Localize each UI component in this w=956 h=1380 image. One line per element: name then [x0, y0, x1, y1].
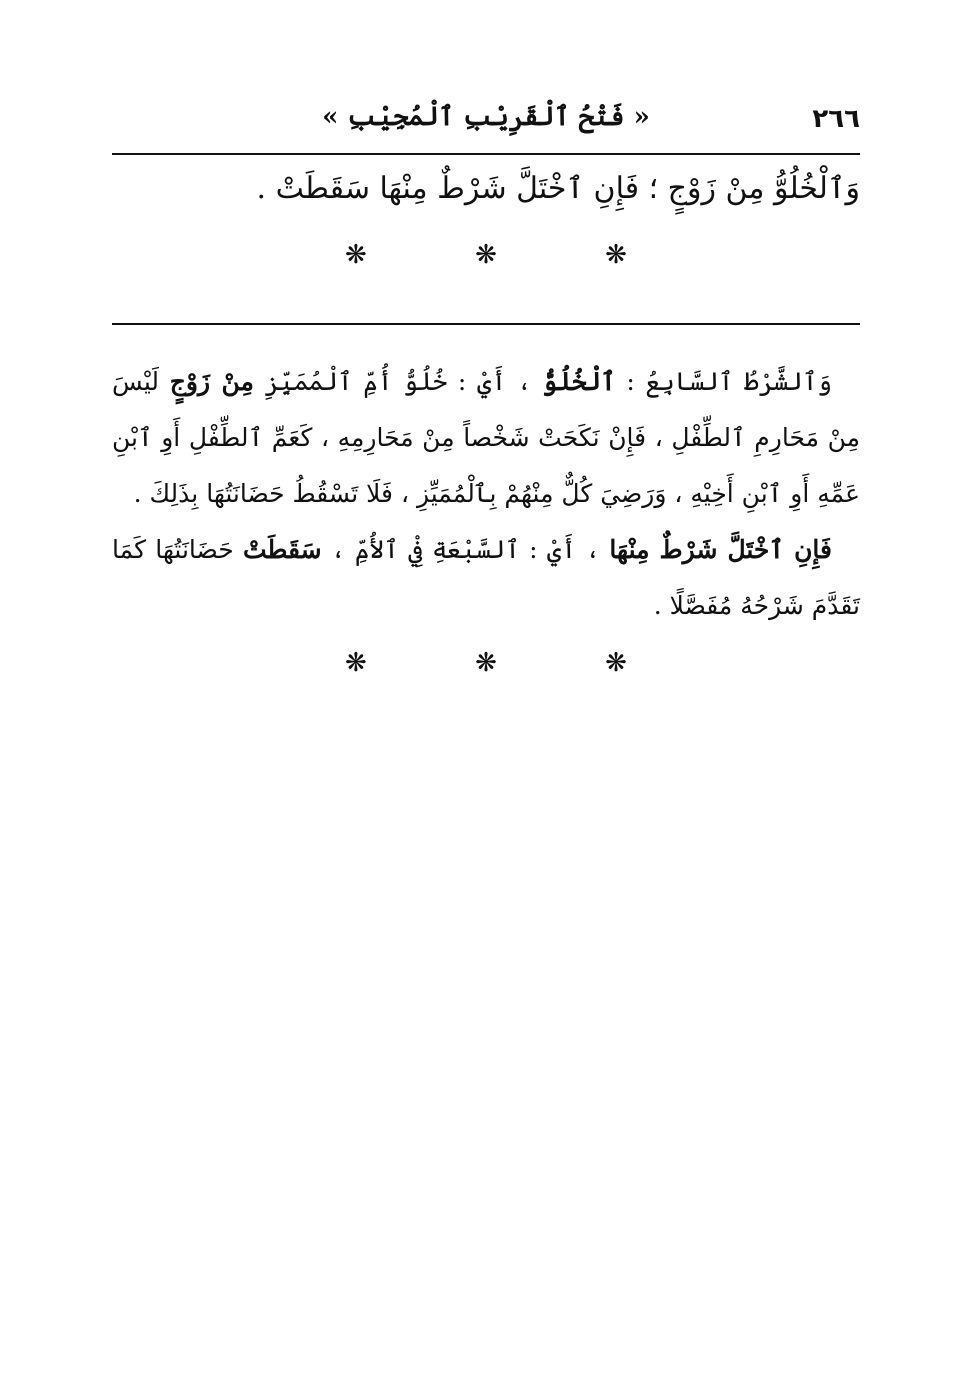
star-ornament: ❋ — [345, 648, 367, 678]
matn-text: وَٱلْخُلُوُّ مِنْ زَوْجٍ ؛ فَإِنِ ٱخْتَلَّ شَرْطٌ مِنْهَا سَقَطَتْ . — [256, 171, 860, 206]
star-ornament: ❋ — [475, 648, 497, 678]
book-title: « فَتْحُ ٱلْقَرِيْبِ ٱلْمُجِيْبِ » — [322, 102, 650, 132]
section-separator-bottom — [112, 648, 860, 678]
star-ornament: ❋ — [345, 240, 367, 270]
star-ornament: ❋ — [605, 240, 627, 270]
matn-quote: سَقَطَتْ — [242, 535, 322, 564]
sharh-text: ، أَيْ : ٱلسَّبْعَةِ فِيْ ٱلأُمِّ ، — [321, 535, 610, 564]
matn-quote: ٱلْخُلُوُّ — [542, 367, 616, 396]
sharh-text: حَضَانَتُهَا كَمَا تَقَدَّمَ شَرْحُهُ مُفَصَّلًا . — [112, 535, 860, 620]
star-ornament: ❋ — [605, 648, 627, 678]
header-rule — [112, 153, 860, 155]
sharh-text: ، أَيْ : خُلُوُّ أُمِّ ٱلْمُمَيِّزِ — [253, 367, 543, 396]
page-number: ٢٦٦ — [812, 104, 860, 134]
book-page — [112, 0, 860, 1380]
sharh-commentary — [112, 354, 860, 634]
section-separator-top — [112, 240, 860, 270]
star-ornament: ❋ — [475, 240, 497, 270]
matn-sharh-divider — [112, 323, 860, 325]
sharh-paragraph-1 — [112, 354, 860, 522]
sharh-paragraph-2 — [112, 522, 860, 634]
running-header — [112, 98, 860, 142]
matn-quote: مِنْ زَوْجٍ — [169, 367, 254, 396]
matn-quote: فَإِنِ ٱخْتَلَّ شَرْطٌ مِنْهَا — [609, 535, 833, 564]
sharh-text: وَٱلشَّرْطُ ٱلسَّابِعُ : — [615, 367, 832, 396]
sharh-text: لَيْسَ مِنْ مَحَارِمِ ٱلطِّفْلِ ، فَإِنْ نَكَحَتْ شَخْصاً مِنْ مَحَارِمِهِ ، كَعَمِّ ٱلطِّفْلِ أَوِ ٱبْنِ عَمِّهِ أَوِ ٱبْنِ أَخِيْهِ ، وَرَضِيَ كُلٌّ مِنْهُمْ بِٱلْمُمَيِّزِ ، فَلَا تَسْقُطُ حَضَانَتُهَا بِذَلِكَ . — [112, 367, 860, 508]
